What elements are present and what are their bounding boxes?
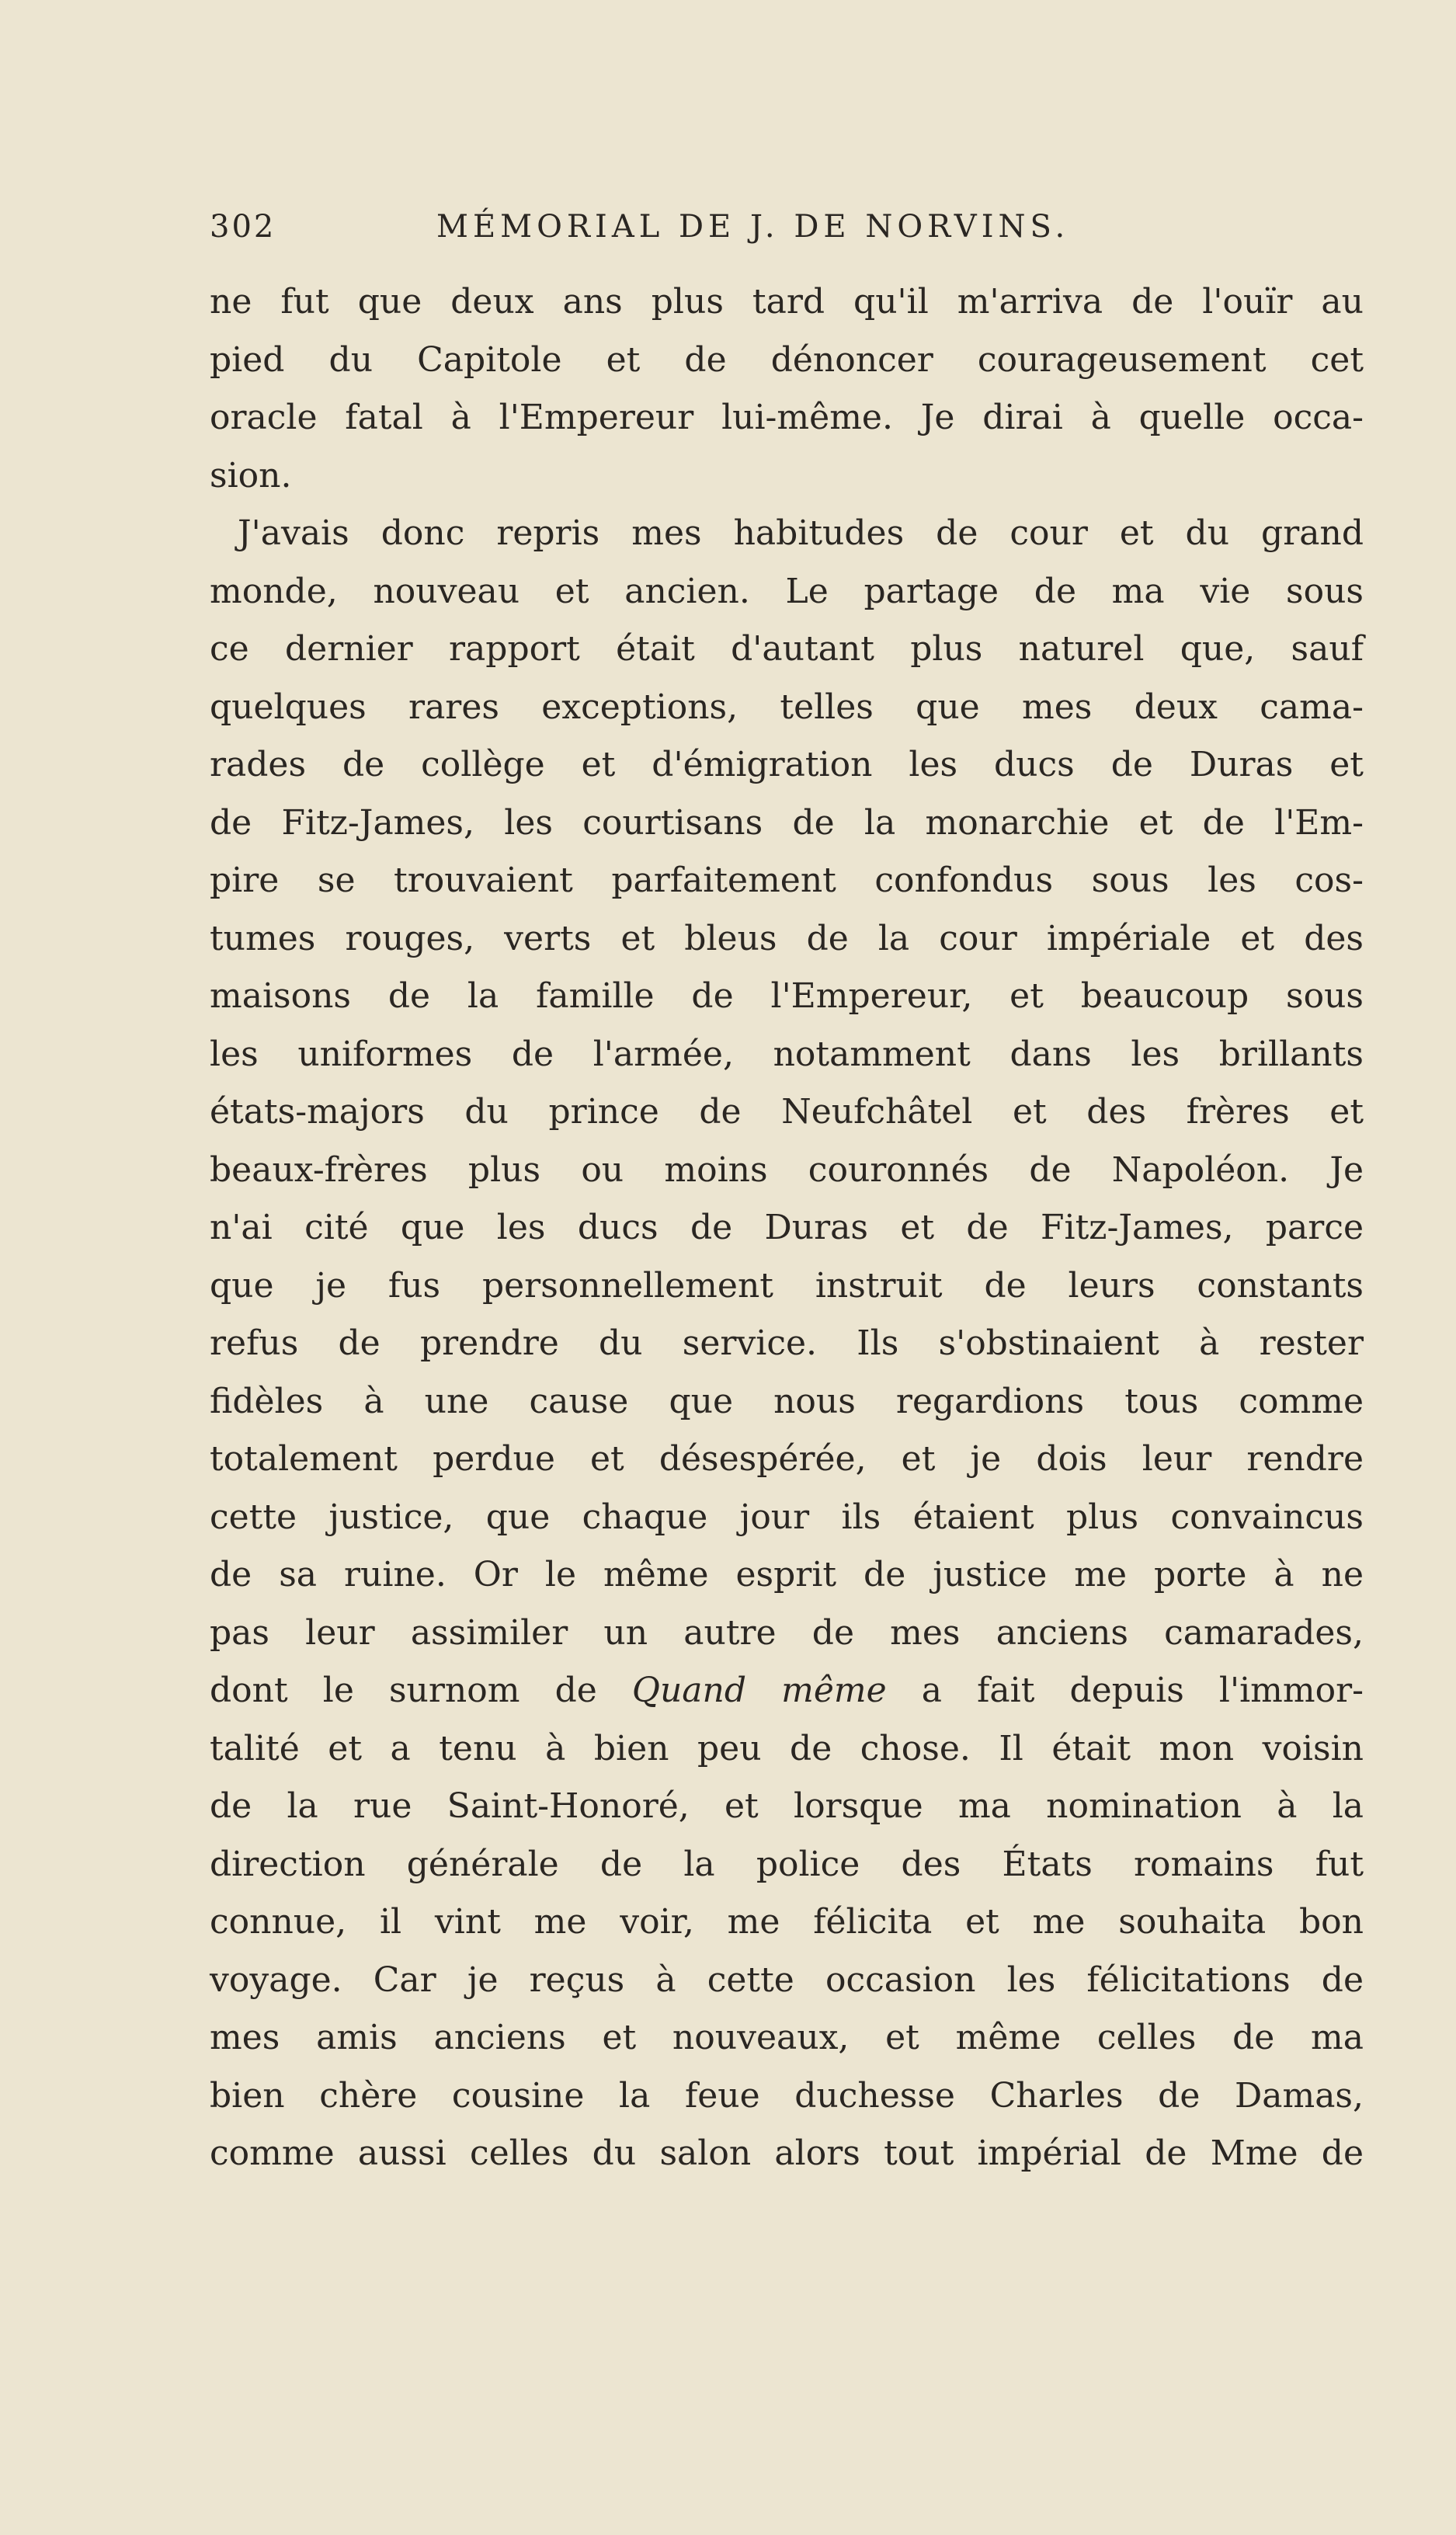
text-line: tumes rouges, verts et bleus de la cour impériale et des [210,918,1364,958]
paragraph-start-line: J'avais donc repris mes habitudes de cour et du grand [238,513,1364,553]
text-line: ce dernier rapport était d'autant plus naturel que, sauf [210,629,1364,669]
text-line-with-italic [210,1662,1364,1720]
italic-nickname: Quand même [631,1671,887,1710]
body-text [210,273,1364,2183]
text-line: cette justice, que chaque jour ils étaient plus convaincus [210,1497,1364,1537]
text-line: beaux-frères plus ou moins couronnés de Napoléon. Je [210,1149,1364,1190]
text-line: pied du Capitole et de dénoncer courageusement cet [210,339,1364,380]
line-text-after: a fait depuis l'immor- [886,1671,1364,1710]
text-line: direction générale de la police des États romains fut [210,1844,1364,1884]
text-line: comme aussi celles du salon alors tout impérial de Mme de [210,2133,1364,2173]
running-title: MÉMORIAL DE J. DE NORVINS. [436,209,1070,245]
text-line: voyage. Car je reçus à cette occasion les félicitations de [210,1959,1364,2000]
text-line: de la rue Saint-Honoré, et lorsque ma nomination à la [210,1786,1364,1826]
line-text-before: dont le surnom de [210,1671,632,1710]
text-line: maisons de la famille de l'Empereur, et beaucoup sous [210,976,1364,1016]
text-line: rades de collège et d'émigration les ducs de Duras et [210,745,1364,784]
text-line: de sa ruine. Or le même esprit de justice me porte à ne [210,1555,1364,1594]
text-line: mes amis anciens et nouveaux, et même celles de ma [210,2018,1364,2057]
text-line: fidèles à une cause que nous regardions tous comme [210,1381,1364,1421]
paragraph-end-line: sion. [210,455,292,496]
page-header [210,203,1359,250]
text-line: états-majors du prince de Neufchâtel et des frères et [210,1092,1364,1132]
text-line: pas leur assimiler un autre de mes anciens camarades, [210,1612,1364,1653]
text-line: n'ai cité que les ducs de Duras et de Fitz-James, parce [210,1208,1364,1247]
page-number: 302 [210,209,276,245]
text-line: connue, il vint me voir, me félicita et me souhaita bon [210,1902,1364,1942]
text-line: bien chère cousine la feue duchesse Charles de Damas, [210,2075,1364,2116]
text-line: que je fus personnellement instruit de leurs constants [210,1265,1364,1306]
text-line: les uniformes de l'armée, notamment dans les brillants [210,1034,1364,1074]
text-line: ne fut que deux ans plus tard qu'il m'arriva de l'ouïr au [210,282,1364,322]
text-line: talité et a tenu à bien peu de chose. Il était mon voisin [210,1728,1364,1768]
text-line: de Fitz-James, les courtisans de la monarchie et de l'Em- [210,802,1364,843]
text-line: quelques rares exceptions, telles que mes deux cama- [210,687,1364,727]
text-line: oracle fatal à l'Empereur lui-même. Je dirai à quelle occa- [210,398,1364,437]
text-line: totalement perdue et désespérée, et je dois leur rendre [210,1439,1364,1479]
text-line: pire se trouvaient parfaitement confondus sous les cos- [210,861,1364,900]
text-line: refus de prendre du service. Ils s'obstinaient à rester [210,1323,1364,1363]
text-line: monde, nouveau et ancien. Le partage de ma vie sous [210,571,1364,611]
